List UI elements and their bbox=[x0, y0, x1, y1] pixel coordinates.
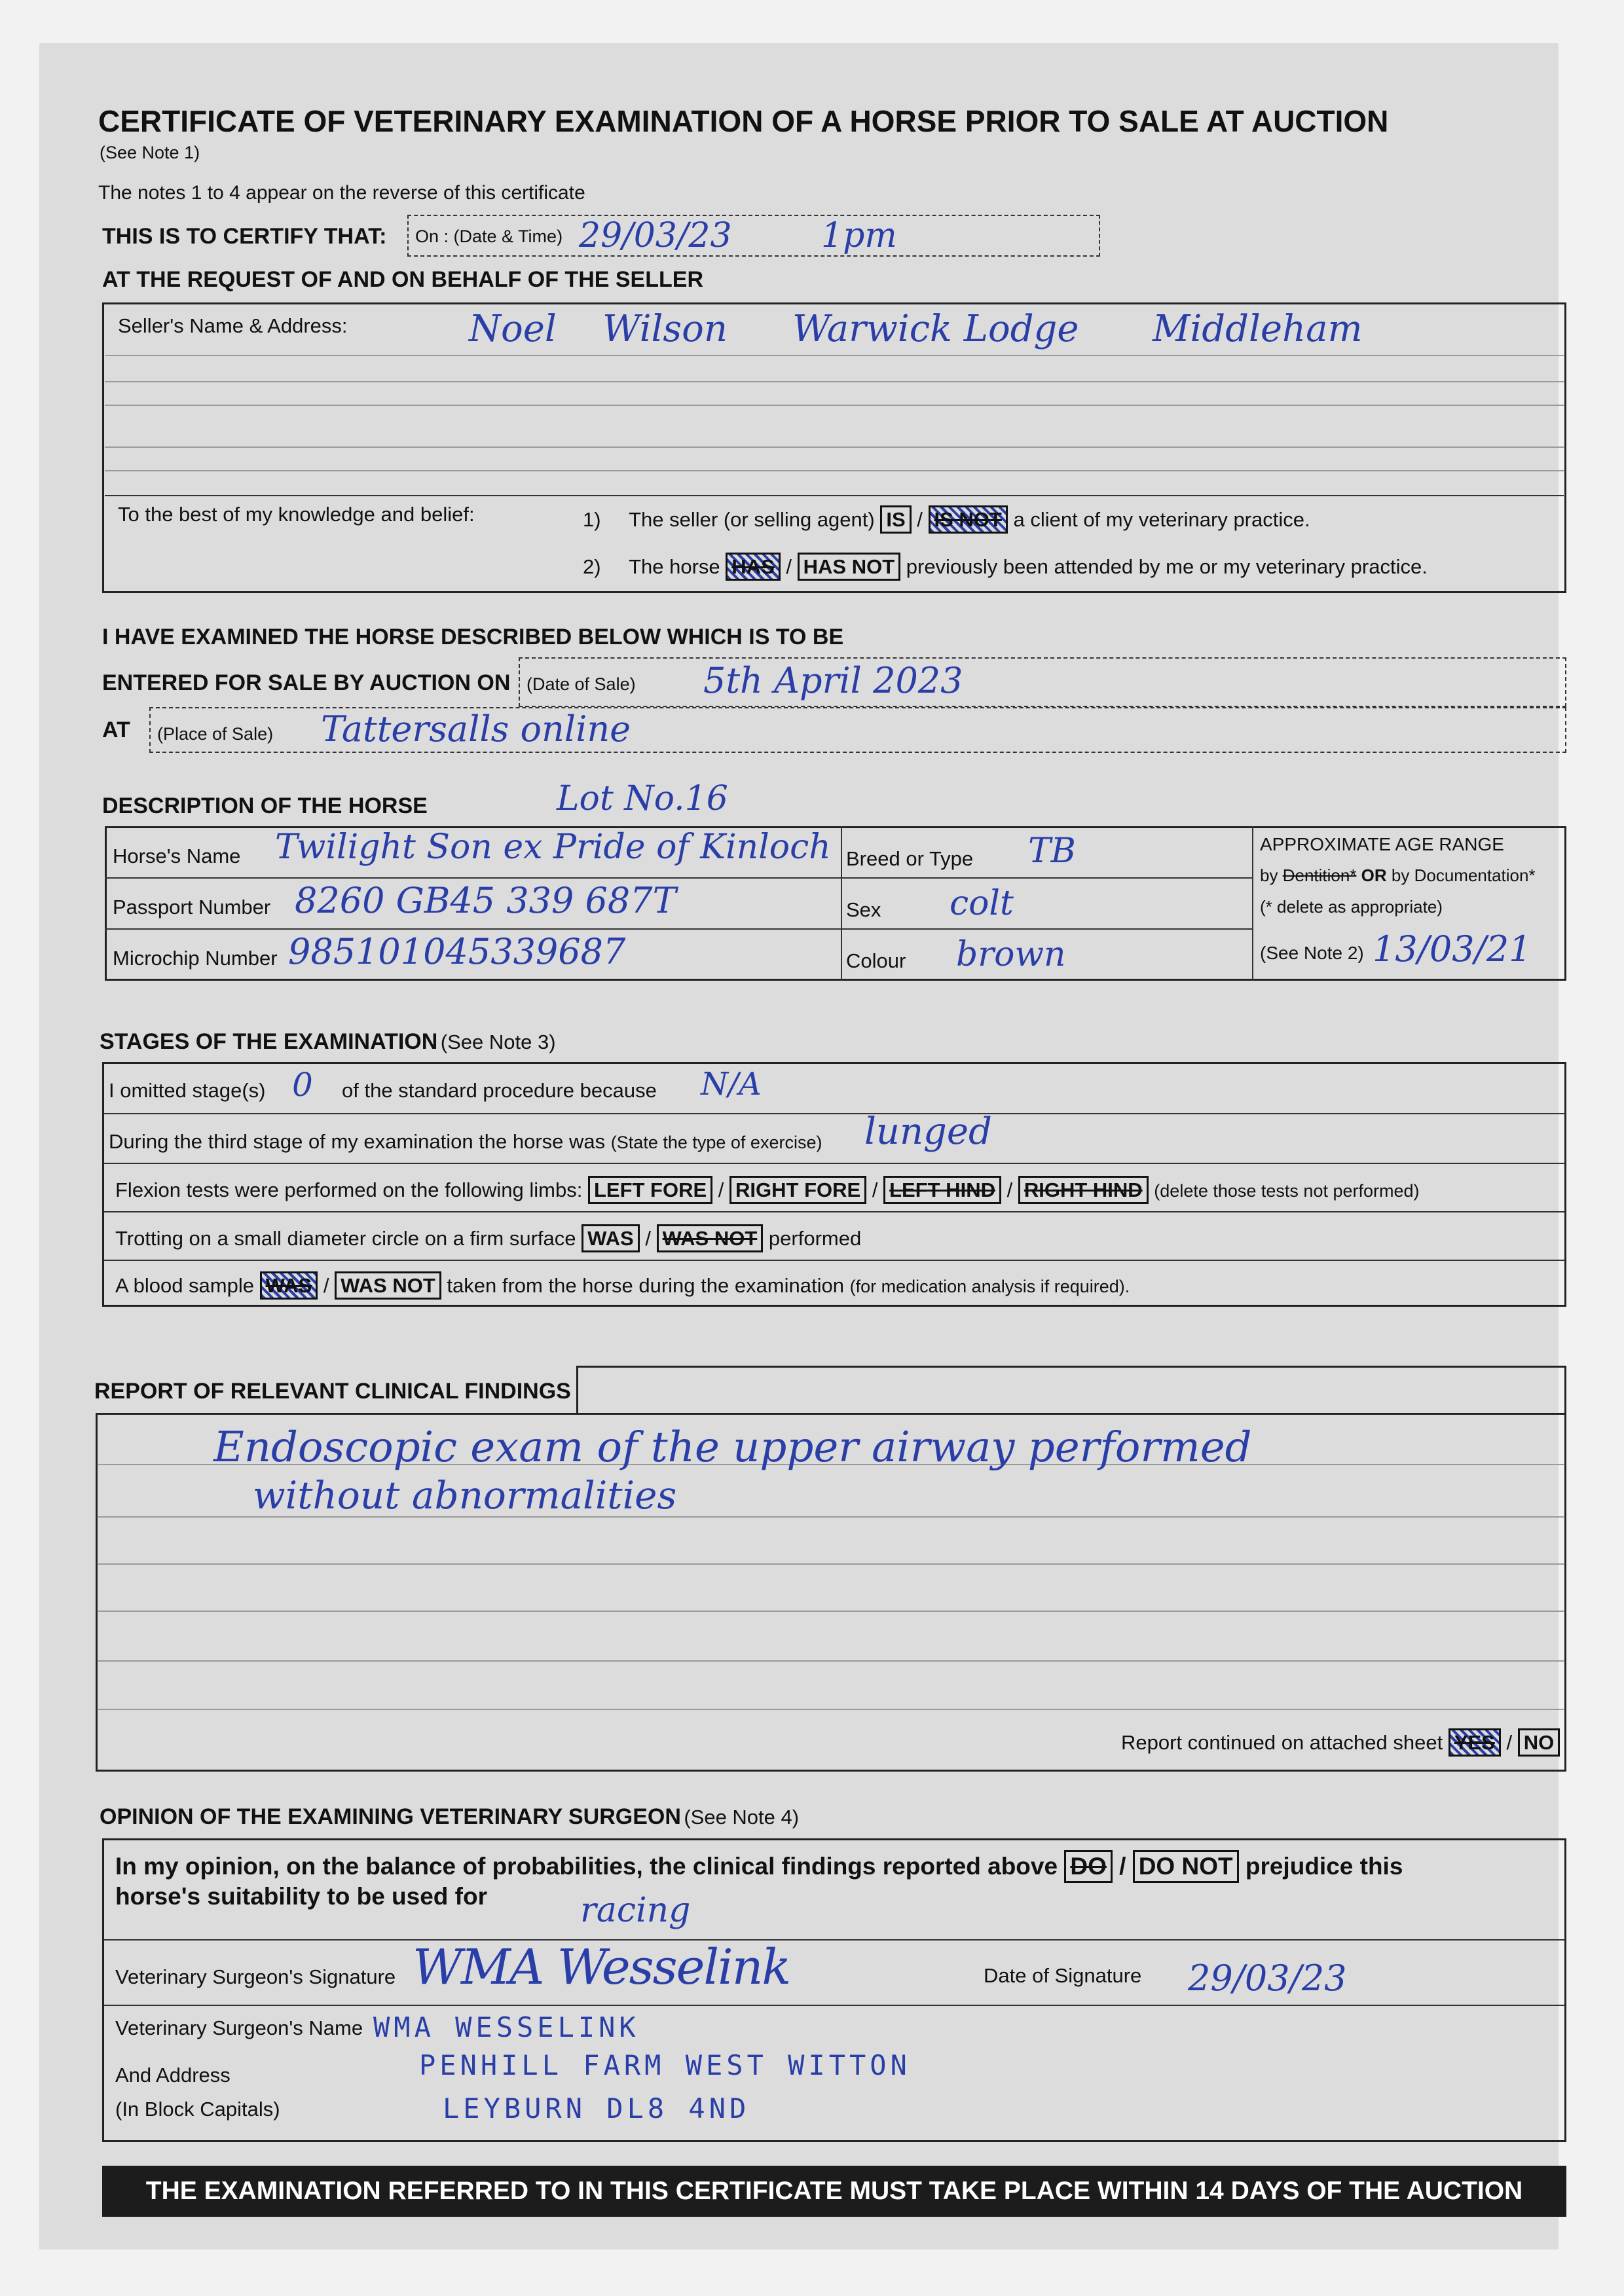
examined-label: I HAVE EXAMINED THE HORSE DESCRIBED BELOW WHICH IS TO BE bbox=[102, 625, 844, 649]
date-signature-value: 29/03/23 bbox=[1188, 1958, 1347, 1999]
blood-separator: / bbox=[323, 1274, 329, 1297]
sex-label: Sex bbox=[846, 898, 881, 921]
breed-label: Breed or Type bbox=[846, 847, 974, 870]
horse-has-not-option[interactable]: HAS NOT bbox=[798, 553, 901, 581]
item2-tail: previously been attended by me or my veterinary practice. bbox=[906, 555, 1428, 578]
blood-label: A blood sample bbox=[115, 1274, 254, 1297]
opinion-separator: / bbox=[1119, 1853, 1126, 1880]
continued-no-option[interactable]: NO bbox=[1518, 1728, 1560, 1757]
item1-separator: / bbox=[917, 508, 923, 531]
third-stage-value: lunged bbox=[864, 1110, 992, 1153]
exam-date: 29/03/23 bbox=[579, 216, 732, 255]
sale-place-field[interactable] bbox=[149, 707, 1566, 753]
date-signature-label: Date of Signature bbox=[984, 1964, 1142, 1987]
horse-table-rule bbox=[105, 928, 1252, 930]
sale-place-label: (Place of Sale) bbox=[157, 724, 274, 744]
flexion-label: Flexion tests were performed on the following limbs: bbox=[115, 1178, 583, 1201]
colour-label: Colour bbox=[846, 949, 906, 972]
age-delete-hint: (* delete as appropriate) bbox=[1260, 897, 1443, 917]
seller-is-option[interactable]: IS bbox=[880, 505, 911, 534]
vet-name-label: Veterinary Surgeon's Name bbox=[115, 2016, 363, 2039]
horse-name-value: Twilight Son ex Pride of Kinloch bbox=[275, 828, 831, 867]
vet-address-line-2: LEYBURN DL8 4ND bbox=[443, 2092, 750, 2124]
findings-line-2: without abnormalities bbox=[253, 1473, 677, 1518]
opinion-rule bbox=[103, 2005, 1565, 2006]
sale-date-field[interactable] bbox=[519, 657, 1566, 707]
age-see-note: (See Note 2) bbox=[1260, 943, 1364, 963]
findings-title: REPORT OF RELEVANT CLINICAL FINDINGS bbox=[94, 1379, 571, 1404]
footer-banner: THE EXAMINATION REFERRED TO IN THIS CERTIFICATE MUST TAKE PLACE WITHIN 14 DAYS OF THE AUCTION bbox=[102, 2166, 1566, 2217]
stages-heading bbox=[100, 1029, 556, 1055]
seller-rule bbox=[105, 355, 1564, 356]
findings-rule bbox=[98, 1611, 1564, 1612]
age-range-title: APPROXIMATE AGE RANGE bbox=[1260, 834, 1504, 854]
seller-label: Seller's Name & Address: bbox=[118, 314, 348, 337]
passport-value: 8260 GB45 339 687T bbox=[295, 880, 676, 921]
signature-label: Veterinary Surgeon's Signature bbox=[115, 1965, 396, 1988]
trot-tail: performed bbox=[768, 1227, 862, 1250]
breed-value: TB bbox=[1028, 831, 1076, 871]
seller-rule bbox=[105, 381, 1564, 382]
findings-line-1: Endoscopic exam of the upper airway performed bbox=[213, 1423, 1252, 1472]
age-or: OR bbox=[1361, 866, 1387, 885]
sale-date-value: 5th April 2023 bbox=[703, 660, 963, 701]
trot-label: Trotting on a small diameter circle on a firm surface bbox=[115, 1227, 576, 1250]
third-stage-text: During the third stage of my examination the horse was bbox=[109, 1130, 606, 1153]
opinion-use-value: racing bbox=[580, 1891, 691, 1930]
flex-left-fore[interactable]: LEFT FORE bbox=[588, 1176, 712, 1204]
seller-name: Noel bbox=[469, 308, 557, 350]
sex-value: colt bbox=[950, 884, 1014, 923]
trot-separator: / bbox=[645, 1227, 651, 1250]
findings-rule bbox=[98, 1563, 1564, 1565]
seller-address-2: Middleham bbox=[1153, 308, 1363, 350]
flex-hint: (delete those tests not performed) bbox=[1154, 1181, 1420, 1201]
flex-right-fore[interactable]: RIGHT FORE bbox=[729, 1176, 866, 1204]
continued-row bbox=[1121, 1728, 1560, 1757]
seller-address-1: Warwick Lodge bbox=[792, 308, 1079, 350]
continued-label: Report continued on attached sheet bbox=[1121, 1731, 1443, 1754]
blood-was-not-option[interactable]: WAS NOT bbox=[335, 1271, 441, 1300]
colour-value: brown bbox=[956, 935, 1066, 974]
third-stage-hint: (State the type of exercise) bbox=[610, 1133, 822, 1152]
item1-tail: a client of my veterinary practice. bbox=[1013, 508, 1310, 531]
item2-separator: / bbox=[786, 555, 792, 578]
item2-number: 2) bbox=[583, 555, 601, 578]
entered-label: ENTERED FOR SALE BY AUCTION ON bbox=[102, 670, 511, 695]
seller-is-not-option[interactable]: IS NOT bbox=[929, 505, 1008, 534]
omitted-mid: of the standard procedure because bbox=[342, 1079, 657, 1102]
blood-row bbox=[115, 1271, 1130, 1300]
stages-see-note: (See Note 3) bbox=[440, 1030, 556, 1053]
knowledge-label: To the best of my knowledge and belief: bbox=[118, 503, 475, 526]
seller-surname: Wilson bbox=[602, 308, 728, 350]
stages-title: STAGES OF THE EXAMINATION bbox=[100, 1029, 438, 1054]
age-dentition-option[interactable]: Dentition* bbox=[1282, 866, 1357, 885]
flex-right-hind[interactable]: RIGHT HIND bbox=[1018, 1176, 1149, 1204]
blood-hint: (for medication analysis if required). bbox=[849, 1277, 1130, 1296]
third-stage-label bbox=[109, 1130, 822, 1154]
address-hint: (In Block Capitals) bbox=[115, 2098, 280, 2121]
item1-text: The seller (or selling agent) bbox=[629, 508, 875, 531]
microchip-label: Microchip Number bbox=[113, 947, 278, 970]
trot-was-option[interactable]: WAS bbox=[581, 1224, 640, 1252]
address-label: And Address bbox=[115, 2064, 231, 2086]
age-documentation-option[interactable]: by Documentation* bbox=[1391, 866, 1536, 885]
at-label: AT bbox=[102, 718, 130, 742]
opinion-see-note: (See Note 4) bbox=[684, 1806, 800, 1829]
date-time-label: On : (Date & Time) bbox=[415, 227, 563, 246]
findings-rule bbox=[98, 1709, 1564, 1710]
opinion-statement bbox=[115, 1850, 1403, 1883]
opinion-prejudice: prejudice this bbox=[1245, 1853, 1403, 1880]
age-by: by bbox=[1260, 866, 1278, 885]
signature-image: WMA Wesselink bbox=[413, 1939, 790, 1995]
opinion-statement-text: In my opinion, on the balance of probabilities, the clinical findings reported above bbox=[115, 1853, 1058, 1880]
omitted-reason: N/A bbox=[701, 1066, 762, 1102]
sale-date-label: (Date of Sale) bbox=[526, 674, 636, 694]
stages-rule bbox=[103, 1211, 1565, 1212]
vet-name-value: WMA WESSELINK bbox=[373, 2011, 640, 2043]
age-value: 13/03/21 bbox=[1373, 928, 1532, 970]
vet-address-line-1: PENHILL FARM WEST WITTON bbox=[419, 2049, 911, 2081]
blood-tail: taken from the horse during the examination bbox=[447, 1274, 844, 1297]
opinion-heading bbox=[100, 1804, 799, 1830]
certify-label: THIS IS TO CERTIFY THAT: bbox=[102, 224, 387, 249]
blood-was-option[interactable]: WAS bbox=[260, 1271, 318, 1300]
microchip-value: 985101045339687 bbox=[288, 931, 626, 972]
horse-table-divider bbox=[1252, 826, 1253, 981]
continued-yes-option[interactable]: YES bbox=[1449, 1728, 1501, 1757]
date-time-field[interactable] bbox=[407, 215, 1100, 257]
seller-rule bbox=[105, 405, 1564, 406]
findings-rule bbox=[98, 1660, 1564, 1662]
omitted-label: I omitted stage(s) bbox=[109, 1079, 266, 1102]
horse-has-option[interactable]: HAS bbox=[726, 553, 780, 581]
flexion-row bbox=[115, 1176, 1420, 1204]
item2-text: The horse bbox=[629, 555, 720, 578]
horse-name-label: Horse's Name bbox=[113, 845, 241, 867]
title-see-note: (See Note 1) bbox=[100, 143, 200, 162]
flex-separator: / bbox=[1006, 1178, 1013, 1201]
request-label: AT THE REQUEST OF AND ON BEHALF OF THE SELLER bbox=[102, 267, 703, 292]
continued-separator: / bbox=[1506, 1731, 1513, 1754]
flex-separator: / bbox=[872, 1178, 878, 1201]
flex-separator: / bbox=[718, 1178, 724, 1201]
horse-table-rule bbox=[105, 877, 1252, 879]
opinion-statement-2: horse's suitability to be used for bbox=[115, 1883, 488, 1910]
stages-rule bbox=[103, 1260, 1565, 1261]
knowledge-item-1 bbox=[583, 505, 1310, 534]
omitted-value: 0 bbox=[292, 1066, 313, 1104]
sale-place-value: Tattersalls online bbox=[321, 708, 631, 750]
knowledge-item-2 bbox=[583, 553, 1428, 581]
opinion-rule bbox=[103, 1939, 1565, 1941]
certificate-title: CERTIFICATE OF VETERINARY EXAMINATION OF A HORSE PRIOR TO SALE AT AUCTION bbox=[98, 104, 1389, 138]
trot-was-not-option[interactable]: WAS NOT bbox=[657, 1224, 764, 1252]
trot-row bbox=[115, 1224, 861, 1252]
item1-number: 1) bbox=[583, 508, 601, 531]
opinion-title: OPINION OF THE EXAMINING VETERINARY SURGEON bbox=[100, 1804, 681, 1829]
flex-left-hind[interactable]: LEFT HIND bbox=[883, 1176, 1001, 1204]
opinion-do-option[interactable]: DO bbox=[1064, 1850, 1113, 1883]
seller-rule bbox=[105, 470, 1564, 471]
stages-rule bbox=[103, 1163, 1565, 1164]
seller-divider bbox=[105, 495, 1564, 496]
lot-number: Lot No.16 bbox=[557, 779, 728, 818]
passport-label: Passport Number bbox=[113, 896, 271, 919]
opinion-do-not-option[interactable]: DO NOT bbox=[1133, 1850, 1239, 1883]
exam-time: 1pm bbox=[821, 216, 897, 255]
horse-section-title: DESCRIPTION OF THE HORSE bbox=[102, 793, 428, 818]
notes-text: The notes 1 to 4 appear on the reverse of this certificate bbox=[98, 182, 585, 204]
stages-rule bbox=[103, 1113, 1565, 1114]
horse-table-divider bbox=[841, 826, 842, 981]
age-range-method bbox=[1260, 866, 1536, 886]
findings-header-field bbox=[576, 1366, 1566, 1414]
seller-rule bbox=[105, 446, 1564, 448]
